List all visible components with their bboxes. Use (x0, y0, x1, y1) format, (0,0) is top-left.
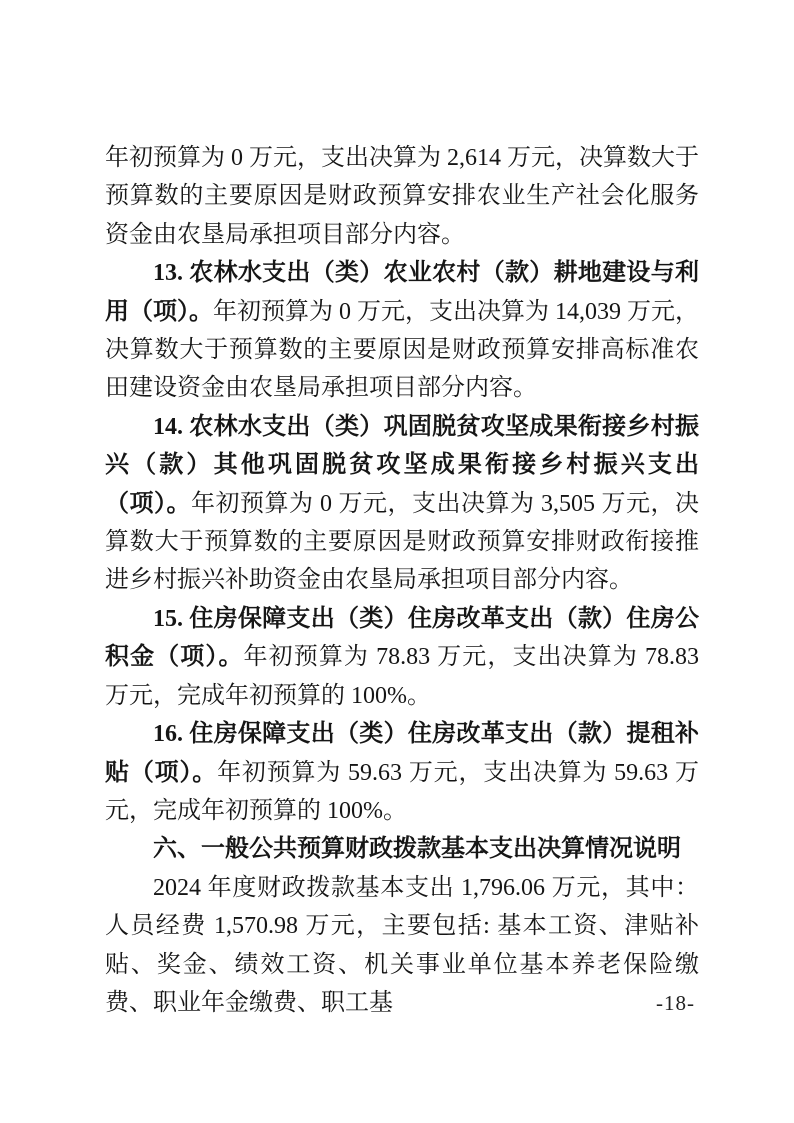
item-15-body: 年初预算为 78.83 万元，支出决算为 78.83 万元，完成年初预算的 100%。 (105, 644, 700, 709)
paragraph-item-15 (105, 600, 699, 715)
item-14-title: 14. 农林水支出（类）巩固脱贫攻坚成果衔接乡村振兴（款）其他巩固脱贫攻坚成果衔接乡村振兴支出（项）。 (105, 413, 699, 517)
paragraph-basic-expenditure: 2024 年度财政拨款基本支出 1,796.06 万元，其中：人员经费 1,570.98 万元，主要包括: 基本工资、津贴补贴、奖金、绩效工资、机关事业单位基本养老保险缴费、职业年金缴费、职工基 (105, 874, 699, 1016)
item-14-body: 年初预算为 0 万元，支出决算为 3,505 万元，决算数大于预算数的主要原因是财政预算安排财政衔接推进乡村振兴补助资金由农垦局承担项目部分内容。 (105, 490, 699, 594)
paragraph-item-16 (105, 715, 699, 830)
section-6-heading: 六、一般公共预算财政拨款基本支出决算情况说明 (153, 835, 681, 863)
item-16-title: 16. 住房保障支出（类）住房改革支出（款）提租补贴（项）。 (105, 721, 699, 786)
item-13-body: 年初预算为 0 万元，支出决算为 14,039 万元，决算数大于预算数的主要原因是财政预算安排高标准农田建设资金由农垦局承担项目部分内容。 (105, 298, 699, 402)
item-15-title: 15. 住房保障支出（类）住房改革支出（款）住房公积金（项）。 (105, 605, 699, 671)
paragraph-item12-continuation: 年初预算为 0 万元，支出决算为 2,614 万元，决算数大于预算数的主要原因是财政预算安排农业生产社会化服务资金由农垦局承担项目部分内容。 (105, 145, 699, 248)
page-number: -18- (656, 991, 695, 1015)
paragraph-item-13 (105, 254, 699, 408)
document-content (105, 139, 699, 1022)
paragraph-item-14 (105, 408, 699, 600)
item-16-body: 年初预算为 59.63 万元，支出决算为 59.63 万元，完成年初预算的 100%。 (105, 759, 700, 824)
item-13-title: 13. 农林水支出（类）农业农村（款）耕地建设与利用（项）。 (105, 260, 699, 325)
